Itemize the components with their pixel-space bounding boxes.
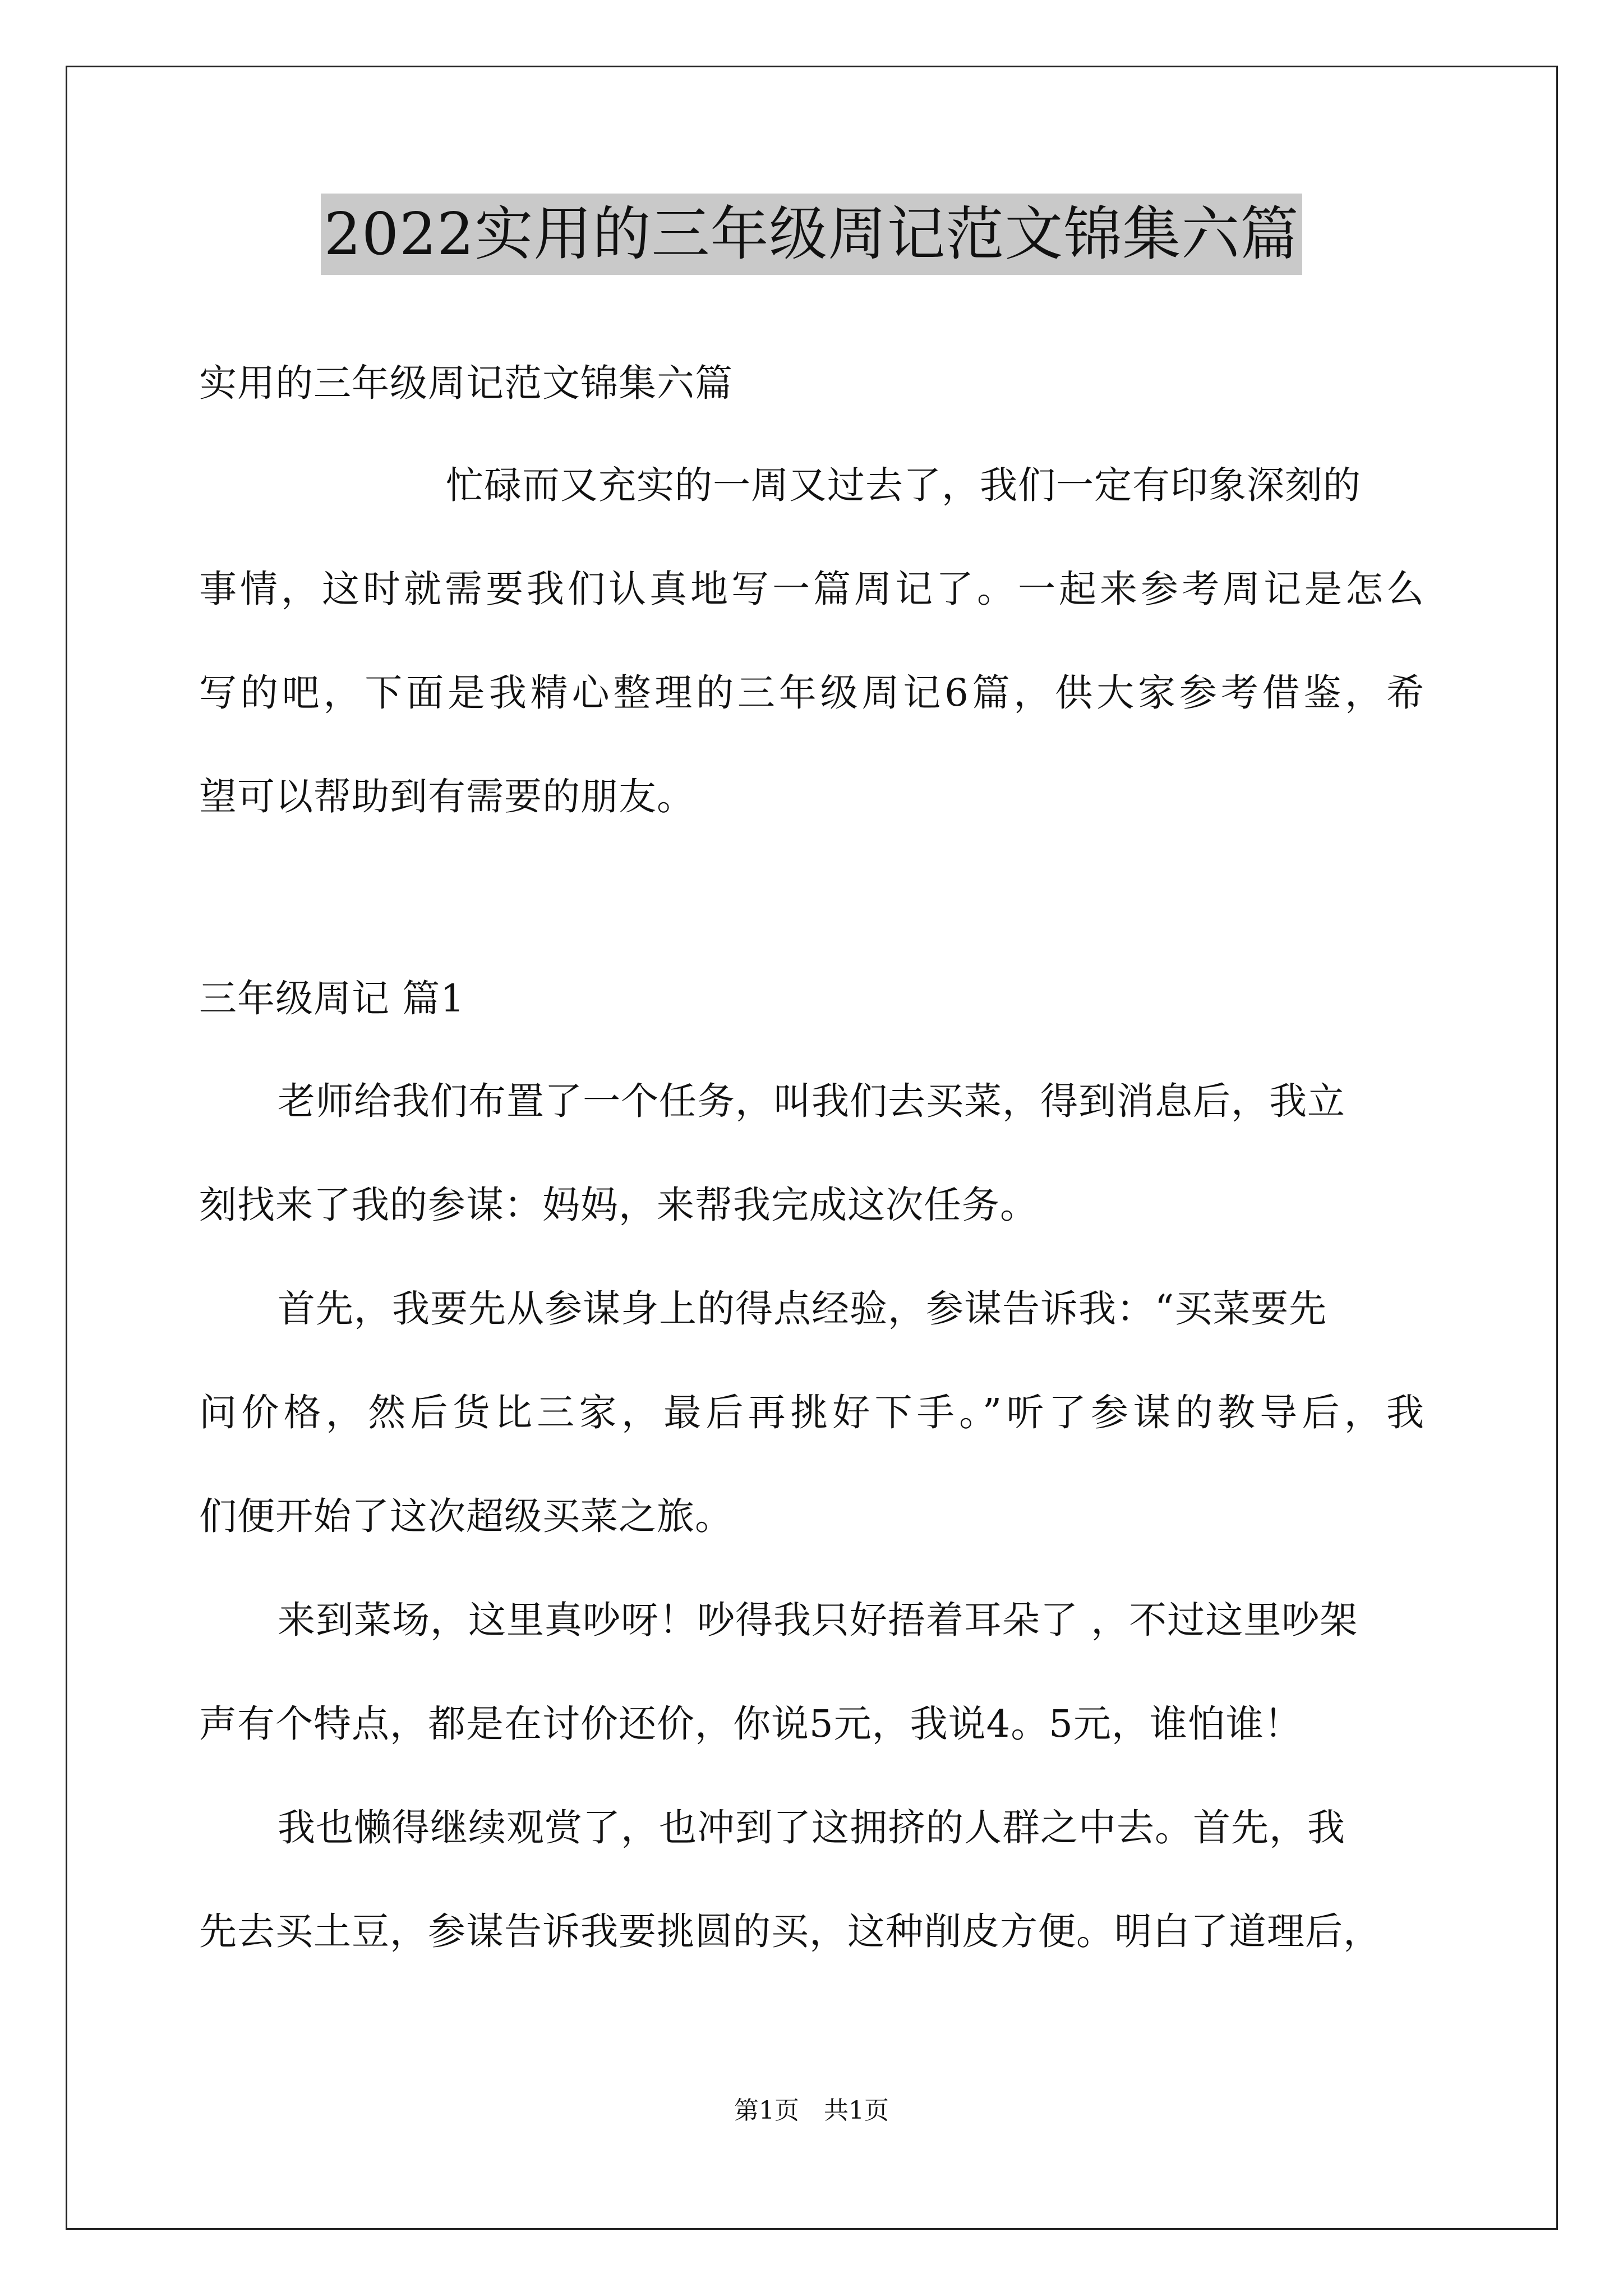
intro-line: 望可以帮助到有需要的朋友。 [199, 775, 695, 818]
intro-line: 忙碌而又充实的一周又过去了，我们一定有印象深刻的 [446, 463, 1361, 507]
document-title: 2022实用的三年级周记范文锦集六篇 [321, 194, 1303, 275]
body-line: 问价格，然后货比三家，最后再挑好下手。”听了参谋的教导后，我 [199, 1391, 1424, 1434]
intro-line: 写的吧，下面是我精心整理的三年级周记6篇，供大家参考借鉴，希 [199, 671, 1424, 715]
body-line: 声有个特点，都是在讨价还价，你说5元，我说4。5元，谁怕谁！ [199, 1702, 1302, 1746]
body-line: 老师给我们布置了一个任务，叫我们去买菜，得到消息后，我立 [278, 1079, 1345, 1123]
body-line: 刻找来了我的参谋：妈妈，来帮我完成这次任务。 [199, 1183, 1038, 1227]
intro-line: 事情，这时就需要我们认真地写一篇周记了。一起来参考周记是怎么 [199, 567, 1424, 611]
title-wrapper [0, 194, 1623, 275]
body-line: 来到菜场，这里真吵呀！吵得我只好捂着耳朵了 ，不过这里吵架 [278, 1598, 1358, 1642]
body-line: 首先，我要先从参谋身上的得点经验，参谋告诉我：“买菜要先 [278, 1287, 1327, 1331]
page-footer: 第1页 共1页 [734, 2096, 889, 2125]
body-line: 们便开始了这次超级买菜之旅。 [199, 1494, 733, 1538]
section-heading: 三年级周记 篇1 [199, 977, 465, 1020]
body-line: 先去买土豆，参谋告诉我要挑圆的买，这种削皮方便。明白了道理后， [199, 1910, 1381, 1953]
body-line: 我也懒得继续观赏了，也冲到了这拥挤的人群之中去。首先，我 [278, 1806, 1345, 1849]
document-subtitle: 实用的三年级周记范文锦集六篇 [199, 361, 733, 405]
